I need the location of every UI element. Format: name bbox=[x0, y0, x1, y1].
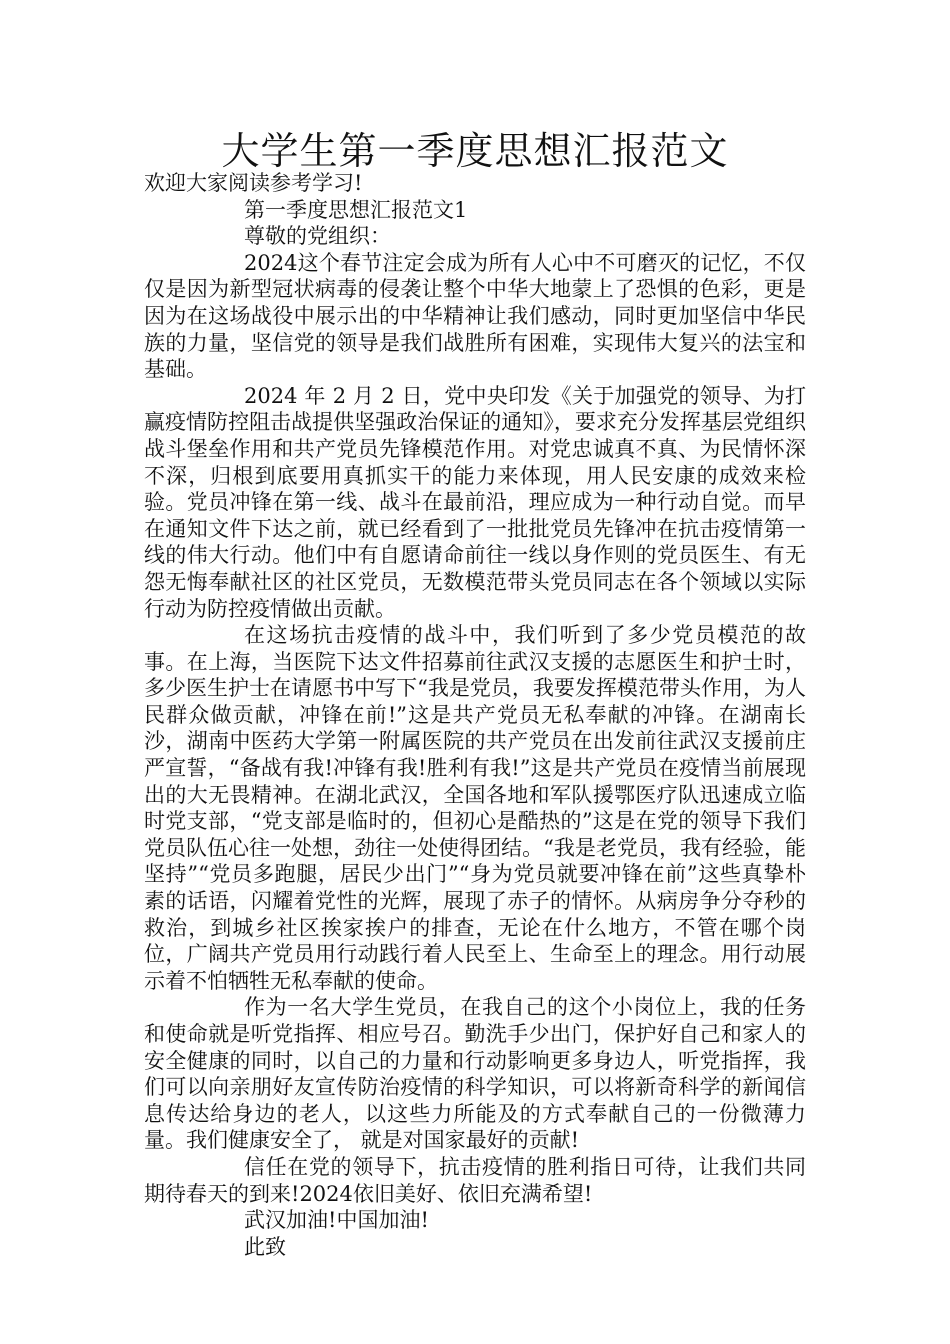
closing-line-2: 此致 bbox=[244, 1234, 286, 1259]
paragraph-5: 信任在党的领导下，抗击疫情的胜利指日可待，让我们共同期待春天的到来!2024依旧美好、依旧充满希望! bbox=[144, 1154, 806, 1206]
paragraph-1: 2024这个春节注定会成为所有人心中不可磨灭的记忆，不仅仅是因为新型冠状病毒的侵袭让整个中华大地蒙上了恐惧的色彩，更是因为在这场战役中展示出的中华精神让我们感动，同时更加坚信中华民族的力量，坚信党的领导是我们战胜所有困难，实现伟大复兴的法宝和基础。 bbox=[144, 250, 806, 382]
intro-line: 欢迎大家阅读参考学习! bbox=[144, 171, 363, 195]
paragraph-3: 在这场抗击疫情的战斗中，我们听到了多少党员模范的故事。在上海，当医院下达文件招募前往武汉支援的志愿医生和护士时，多少医生护士在请愿书中写下“我是党员，我要发挥模范带头作用，为人民群众做贡献，冲锋在前!”这是共产党员无私奉献的冲锋。在湖南长沙，湖南中医药大学第一附属医院的共产党员在出发前往武汉支援前庄严宣誓，“备战有我!冲锋有我!胜利有我!”这是共产党员在疫情当前展现出的大无畏精神。在湖北武汉，全国各地和军队援鄂医疗队迅速成立临时党支部，“党支部是临时的，但初心是酷热的”这是在党的领导下我们党员队伍心往一处想，劲往一处使得团结。“我是老党员，我有经验，能坚持”“党员多跑腿，居民少出门”“身为党员就要冲锋在前”这些真挚朴素的话语，闪耀着党性的光辉，展现了赤子的情怀。从病房争分夺秒的救治，到城乡社区挨家挨户的排查，无论在什么地方，不管在哪个岗位，广阔共产党员用行动践行着人民至上、生命至上的理念。用行动展示着不怕牺牲无私奉献的使命。 bbox=[144, 623, 806, 993]
paragraph-2: 2024 年 2 月 2 日，党中央印发《关于加强党的领导、为打赢疫情防控阻击战提供坚强政治保证的通知》，要求充分发挥基层党组织战斗堡垒作用和共产党员先锋模范作用。对党忠诚真不真、为民情怀深不深，归根到底要用真抓实干的能力来体现，用人民安康的成效来检验。党员冲锋在第一线、战斗在最前沿，理应成为一种行动自觉。而早在通知文件下达之前，就已经看到了一批批党员先锋冲在抗击疫情第一线的伟大行动。他们中有自愿请命前往一线以身作则的党员医生、有无怨无悔奉献社区的社区党员，无数模范带头党员同志在各个领域以实际行动为防控疫情做出贡献。 bbox=[144, 383, 806, 621]
document-title: 大学生第一季度思想汇报范文 bbox=[221, 129, 729, 173]
document-body bbox=[144, 170, 806, 1260]
salutation-line: 尊敬的党组织： bbox=[244, 224, 391, 249]
paragraph-4: 作为一名大学生党员，在我自己的这个小岗位上，我的任务和使命就是听党指挥、相应号召。勤洗手少出门，保护好自己和家人的安全健康的同时，以自己的力量和行动影响更多身边人，听党指挥，我们可以向亲朋好友宣传防治疫情的科学知识，可以将新奇科学的新闻信息传达给身边的老人，以这些力所能及的方式奉献自己的一份微薄力量。我们健康安全了， 就是对国家最好的贡献! bbox=[144, 995, 806, 1153]
closing-line-1: 武汉加油!中国加油! bbox=[244, 1208, 429, 1233]
subtitle-line: 第一季度思想汇报范文1 bbox=[244, 197, 468, 222]
